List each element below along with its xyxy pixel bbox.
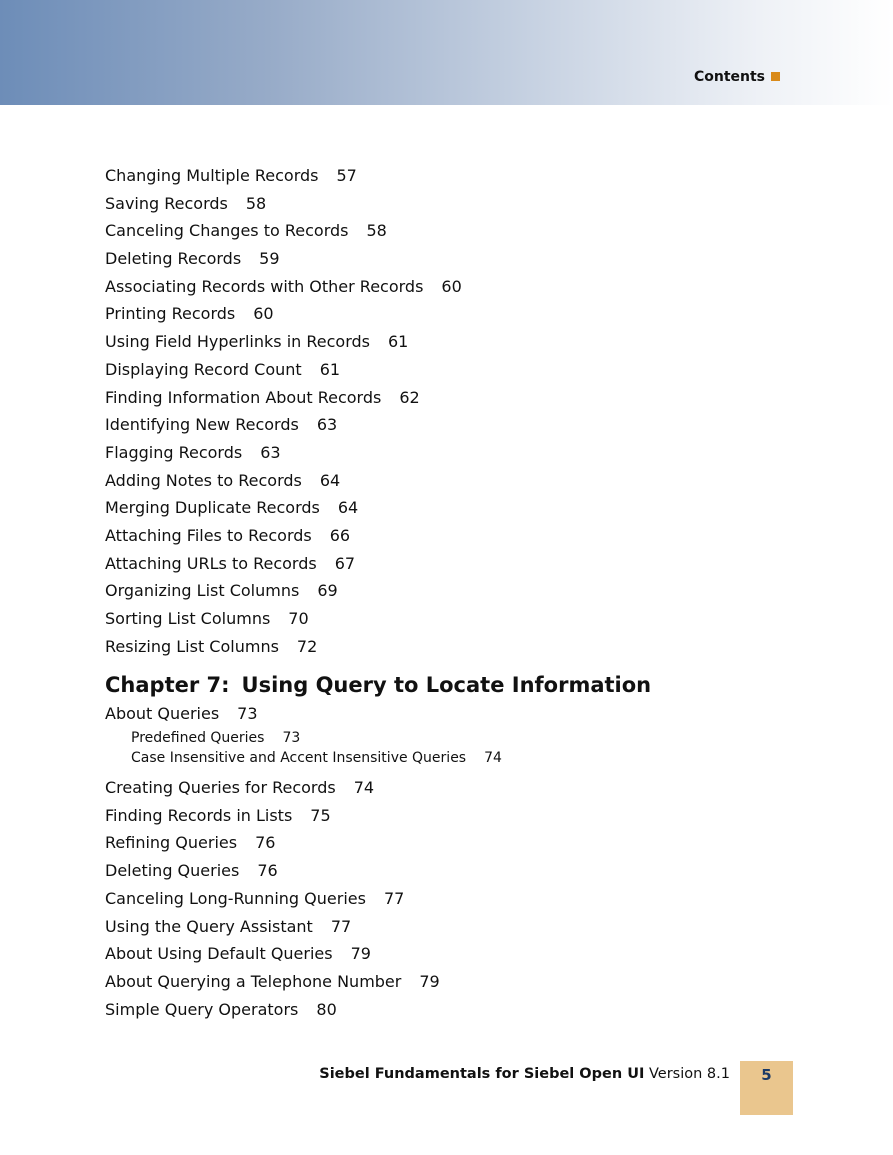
- page-number: 5: [761, 1066, 772, 1084]
- toc-entry[interactable]: [105, 633, 805, 661]
- toc-entry-title[interactable]: Sorting List Columns: [105, 609, 271, 628]
- toc-entry-page[interactable]: 64: [319, 470, 341, 490]
- section-label: Contents: [693, 69, 765, 85]
- toc-entry-page[interactable]: 61: [387, 332, 409, 352]
- toc-entry-page[interactable]: 62: [399, 387, 420, 407]
- toc-sub-entry[interactable]: [105, 728, 805, 748]
- toc-entry[interactable]: [105, 328, 805, 356]
- book-title: Siebel Fundamentals for Siebel Open UI: [319, 1066, 645, 1082]
- toc-entry-page[interactable]: 64: [337, 498, 359, 518]
- toc-entry-title[interactable]: About Queries: [105, 704, 220, 724]
- toc-entry[interactable]: [105, 605, 805, 633]
- chapter-heading[interactable]: [105, 670, 805, 700]
- toc-entry-title[interactable]: About Using Default Queries: [105, 944, 333, 964]
- toc-entry-page[interactable]: 67: [334, 553, 356, 573]
- toc-sub-entry[interactable]: [105, 748, 805, 768]
- toc-entry-title[interactable]: Using Field Hyperlinks in Records: [105, 332, 370, 352]
- toc-sub-entry-title[interactable]: Case Insensitive and Accent Insensitive Queries: [131, 750, 467, 767]
- toc-entry[interactable]: [105, 162, 805, 190]
- toc-entry[interactable]: [105, 700, 805, 728]
- toc-entry-title[interactable]: Finding Records in Lists: [105, 805, 293, 825]
- toc-entry[interactable]: [105, 913, 805, 941]
- toc-entry-title[interactable]: Adding Notes to Records: [105, 470, 302, 490]
- toc-entry[interactable]: [105, 802, 805, 830]
- toc-entry-title[interactable]: Displaying Record Count: [105, 359, 302, 379]
- toc-entry[interactable]: [105, 217, 805, 245]
- toc-entry-page[interactable]: 63: [316, 415, 338, 435]
- toc-entry[interactable]: [105, 522, 805, 550]
- toc-entry-page[interactable]: 74: [353, 778, 375, 798]
- toc-entry[interactable]: [105, 245, 805, 273]
- toc-entry[interactable]: [105, 356, 805, 384]
- toc-entry[interactable]: [105, 439, 805, 467]
- table-of-contents: [105, 162, 805, 1023]
- toc-entry[interactable]: [105, 467, 805, 495]
- toc-entry-title[interactable]: Deleting Records: [105, 249, 242, 269]
- toc-entry-page[interactable]: 61: [319, 359, 341, 379]
- toc-entry-title[interactable]: Changing Multiple Records: [105, 166, 319, 185]
- footer-book-title: [319, 1066, 730, 1082]
- toc-entry-title[interactable]: Creating Queries for Records: [105, 778, 336, 798]
- toc-entry[interactable]: [105, 550, 805, 578]
- toc-entry-title[interactable]: Merging Duplicate Records: [105, 498, 320, 518]
- toc-entry[interactable]: [105, 829, 805, 857]
- toc-entry-title[interactable]: Organizing List Columns: [105, 581, 300, 601]
- toc-entry[interactable]: [105, 857, 805, 885]
- toc-entry-title[interactable]: Attaching Files to Records: [105, 525, 312, 545]
- toc-entry-page[interactable]: 72: [296, 636, 318, 656]
- toc-entry[interactable]: [105, 996, 805, 1024]
- toc-entry[interactable]: [105, 273, 805, 301]
- toc-entry-title[interactable]: Deleting Queries: [105, 861, 240, 881]
- toc-entry-title[interactable]: Resizing List Columns: [105, 636, 279, 656]
- toc-entry-page[interactable]: 60: [253, 304, 274, 324]
- toc-entry-page[interactable]: 58: [245, 193, 267, 213]
- toc-entry[interactable]: [105, 300, 805, 328]
- book-version: Version 8.1: [649, 1066, 730, 1082]
- toc-entry[interactable]: [105, 494, 805, 522]
- toc-entry[interactable]: [105, 774, 805, 802]
- toc-entry-page[interactable]: 79: [419, 971, 440, 991]
- toc-sub-entry-page[interactable]: 74: [484, 750, 502, 767]
- toc-entry-title[interactable]: Refining Queries: [105, 833, 238, 853]
- page-number-box: [740, 1061, 793, 1115]
- toc-entry[interactable]: [105, 577, 805, 605]
- toc-entry-page[interactable]: 58: [366, 221, 387, 241]
- toc-entry-title[interactable]: About Querying a Telephone Number: [105, 971, 402, 991]
- toc-entry-page[interactable]: 69: [317, 581, 338, 601]
- toc-entry-page[interactable]: 77: [383, 888, 405, 908]
- toc-entry[interactable]: [105, 940, 805, 968]
- toc-sub-entry-page[interactable]: 73: [282, 730, 301, 747]
- toc-entry[interactable]: [105, 885, 805, 913]
- toc-entry-page[interactable]: 80: [316, 999, 337, 1019]
- toc-entry-page[interactable]: 77: [330, 916, 352, 936]
- chapter-title[interactable]: Using Query to Locate Information: [241, 673, 652, 698]
- toc-entry-page[interactable]: 63: [260, 442, 281, 462]
- toc-entry-page[interactable]: 79: [350, 944, 371, 964]
- header-banner: [0, 0, 893, 105]
- toc-entry-title[interactable]: Saving Records: [105, 193, 228, 213]
- toc-entry-title[interactable]: Finding Information About Records: [105, 387, 382, 407]
- toc-entry-page[interactable]: 76: [257, 861, 278, 881]
- toc-entry-page[interactable]: 75: [310, 805, 331, 825]
- toc-entry-title[interactable]: Identifying New Records: [105, 415, 299, 435]
- toc-entry-title[interactable]: Associating Records with Other Records: [105, 276, 424, 296]
- toc-entry-title[interactable]: Flagging Records: [105, 442, 243, 462]
- toc-entry-page[interactable]: 76: [255, 833, 276, 853]
- toc-entry-title[interactable]: Using the Query Assistant: [105, 916, 313, 936]
- toc-entry[interactable]: [105, 411, 805, 439]
- toc-entry-title[interactable]: Simple Query Operators: [105, 999, 299, 1019]
- toc-entry-title[interactable]: Attaching URLs to Records: [105, 553, 317, 573]
- toc-entry-page[interactable]: 57: [336, 166, 357, 185]
- toc-entry-page[interactable]: 66: [329, 525, 351, 545]
- toc-entry[interactable]: [105, 190, 805, 218]
- chapter-label: Chapter 7:: [105, 673, 230, 698]
- toc-entry[interactable]: [105, 968, 805, 996]
- section-marker-icon: [771, 72, 780, 81]
- toc-entry-page[interactable]: 59: [259, 249, 280, 269]
- toc-entry-page[interactable]: 73: [237, 704, 258, 724]
- toc-sub-entry-title[interactable]: Predefined Queries: [131, 730, 265, 747]
- toc-entry-page[interactable]: 70: [288, 609, 309, 628]
- toc-entry-title[interactable]: Canceling Long-Running Queries: [105, 888, 366, 908]
- toc-entry[interactable]: [105, 384, 805, 412]
- toc-entry-title[interactable]: Printing Records: [105, 304, 236, 324]
- toc-entry-page[interactable]: 60: [441, 276, 462, 296]
- toc-entry-title[interactable]: Canceling Changes to Records: [105, 221, 349, 241]
